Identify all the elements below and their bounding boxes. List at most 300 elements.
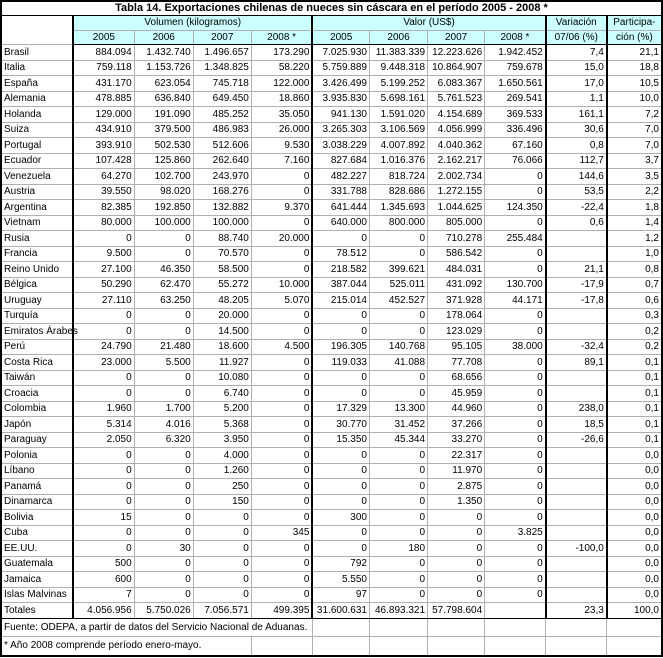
- valor-cell: 941.130: [312, 107, 369, 123]
- volumen-cell: 0: [251, 448, 312, 464]
- participacion-cell: 0,1: [607, 355, 662, 371]
- valor-cell: 196.305: [312, 339, 369, 355]
- valor-cell: 0: [312, 541, 369, 557]
- empty-cell: [428, 618, 485, 637]
- participacion-cell: 0,1: [607, 401, 662, 417]
- volumen-cell: 0: [134, 494, 193, 510]
- country-cell: Vietnam: [1, 215, 73, 231]
- volumen-cell: 1.260: [193, 463, 251, 479]
- volumen-cell: 122.000: [251, 76, 312, 92]
- volumen-cell: 102.700: [134, 169, 193, 185]
- valor-cell: 11.383.339: [369, 45, 427, 61]
- variacion-cell: [546, 587, 607, 603]
- volumen-cell: 20.000: [193, 308, 251, 324]
- volumen-cell: 5.314: [73, 417, 134, 433]
- valor-cell: 9.448.318: [369, 60, 427, 76]
- volumen-cell: 649.450: [193, 91, 251, 107]
- country-cell: Alemania: [1, 91, 73, 107]
- table-row: [1, 494, 662, 510]
- volumen-cell: 512.606: [193, 138, 251, 154]
- valor-cell: 215.014: [312, 293, 369, 309]
- valor-cell: 710.278: [428, 231, 485, 247]
- volumen-cell: 485.252: [193, 107, 251, 123]
- valor-cell: 31.600.631: [312, 603, 369, 619]
- volumen-cell: 0: [73, 308, 134, 324]
- participacion-cell: 18,8: [607, 60, 662, 76]
- table-row: [1, 91, 662, 107]
- valor-cell: 1.016.376: [369, 153, 427, 169]
- volumen-cell: 0: [134, 510, 193, 526]
- variacion-cell: -32,4: [546, 339, 607, 355]
- valor-cell: 0: [485, 541, 546, 557]
- volumen-cell: 107.428: [73, 153, 134, 169]
- volumen-cell: 88.740: [193, 231, 251, 247]
- valor-cell: 0: [485, 587, 546, 603]
- valor-cell: 641.444: [312, 200, 369, 216]
- corner-cell: [1, 16, 73, 45]
- variacion-cell: 89,1: [546, 355, 607, 371]
- volumen-cell: 0: [251, 246, 312, 262]
- volumen-cell: 9.500: [73, 246, 134, 262]
- empty-cell: [485, 618, 546, 637]
- country-cell: Cuba: [1, 525, 73, 541]
- volumen-cell: 58.500: [193, 262, 251, 278]
- valor-cell: 123.029: [428, 324, 485, 340]
- totals-row: [1, 603, 662, 619]
- table-row: [1, 138, 662, 154]
- participacion-cell: 1,4: [607, 215, 662, 231]
- country-cell: Italia: [1, 60, 73, 76]
- volumen-cell: 434.910: [73, 122, 134, 138]
- volumen-cell: 23.000: [73, 355, 134, 371]
- valor-cell: 2.162.217: [428, 153, 485, 169]
- valor-cell: 0: [485, 169, 546, 185]
- valor-cell: 45.959: [428, 386, 485, 402]
- table-row: [1, 60, 662, 76]
- empty-cell: [485, 637, 546, 656]
- participacion-cell: 0,6: [607, 293, 662, 309]
- country-cell: Líbano: [1, 463, 73, 479]
- participacion-cell: 0,0: [607, 463, 662, 479]
- valor-cell: 586.542: [428, 246, 485, 262]
- valor-cell: 15.350: [312, 432, 369, 448]
- country-cell: España: [1, 76, 73, 92]
- participacion-header-top: Participa-: [607, 16, 662, 31]
- valor-cell: 10.864.907: [428, 60, 485, 76]
- table-row: [1, 324, 662, 340]
- vol-year-2008: 2008 *: [251, 30, 312, 45]
- variacion-header-top: Variación: [546, 16, 607, 31]
- year-header-row: [1, 30, 662, 45]
- valor-cell: 0: [369, 572, 427, 588]
- country-cell: EE.UU.: [1, 541, 73, 557]
- valor-cell: 0: [485, 184, 546, 200]
- valor-cell: 0: [485, 417, 546, 433]
- variacion-cell: [546, 448, 607, 464]
- valor-cell: 0: [312, 308, 369, 324]
- valor-cell: 331.788: [312, 184, 369, 200]
- valor-cell: 4.040.362: [428, 138, 485, 154]
- volumen-cell: 0: [134, 324, 193, 340]
- valor-cell: 3.935.830: [312, 91, 369, 107]
- volumen-cell: 27.110: [73, 293, 134, 309]
- participacion-cell: 0,1: [607, 370, 662, 386]
- volumen-cell: 759.118: [73, 60, 134, 76]
- valor-cell: 1.591.020: [369, 107, 427, 123]
- footnote-source: Fuente: ODEPA, a partir de datos del Servicio Nacional de Aduanas.: [1, 618, 312, 637]
- volumen-cell: 26.000: [251, 122, 312, 138]
- country-cell: Costa Rica: [1, 355, 73, 371]
- valor-cell: 13.300: [369, 401, 427, 417]
- valor-cell: 78.512: [312, 246, 369, 262]
- group-header-row: [1, 16, 662, 31]
- valor-cell: 12.223.626: [428, 45, 485, 61]
- valor-cell: 0: [485, 386, 546, 402]
- valor-cell: 0: [369, 308, 427, 324]
- volumen-cell: 0: [134, 556, 193, 572]
- valor-cell: 369.533: [485, 107, 546, 123]
- volumen-cell: 0: [251, 417, 312, 433]
- title-row: [1, 1, 662, 16]
- country-cell: Jamaica: [1, 572, 73, 588]
- variacion-cell: -26,6: [546, 432, 607, 448]
- volumen-cell: 100.000: [134, 215, 193, 231]
- valor-cell: 336.496: [485, 122, 546, 138]
- country-cell: Turquía: [1, 308, 73, 324]
- country-cell: Reino Unido: [1, 262, 73, 278]
- country-cell: Bolivia: [1, 510, 73, 526]
- table-row: [1, 386, 662, 402]
- volumen-cell: 70.570: [193, 246, 251, 262]
- volumen-cell: 82.385: [73, 200, 134, 216]
- volumen-cell: 0: [251, 215, 312, 231]
- valor-cell: 0: [312, 525, 369, 541]
- volumen-cell: 55.272: [193, 277, 251, 293]
- vol-year-2005: 2005: [73, 30, 134, 45]
- valor-cell: 387.044: [312, 277, 369, 293]
- volumen-cell: 35.050: [251, 107, 312, 123]
- valor-cell: 0: [485, 355, 546, 371]
- valor-cell: 5.759.889: [312, 60, 369, 76]
- valor-cell: 0: [485, 432, 546, 448]
- valor-cell: 68.656: [428, 370, 485, 386]
- participacion-cell: 1,0: [607, 246, 662, 262]
- volumen-cell: 7.160: [251, 153, 312, 169]
- volumen-cell: 0: [73, 370, 134, 386]
- valor-cell: 178.064: [428, 308, 485, 324]
- valor-cell: 0: [312, 494, 369, 510]
- valor-cell: 0: [369, 525, 427, 541]
- valor-cell: 525.011: [369, 277, 427, 293]
- valor-cell: 255.484: [485, 231, 546, 247]
- table-row: [1, 184, 662, 200]
- volumen-cell: 243.970: [193, 169, 251, 185]
- valor-cell: 5.550: [312, 572, 369, 588]
- country-cell: Dinamarca: [1, 494, 73, 510]
- empty-cell: [369, 618, 427, 637]
- variacion-cell: 161,1: [546, 107, 607, 123]
- valor-cell: 77.708: [428, 355, 485, 371]
- table-row: [1, 293, 662, 309]
- country-cell: Ecuador: [1, 153, 73, 169]
- volumen-cell: 0: [251, 556, 312, 572]
- volumen-cell: 500: [73, 556, 134, 572]
- volumen-cell: 0: [73, 448, 134, 464]
- volumen-cell: 0: [251, 432, 312, 448]
- variacion-cell: 144,6: [546, 169, 607, 185]
- valor-cell: 0: [369, 556, 427, 572]
- volumen-cell: 0: [251, 463, 312, 479]
- volumen-cell: 150: [193, 494, 251, 510]
- participacion-cell: 7,0: [607, 122, 662, 138]
- table-row: [1, 401, 662, 417]
- valor-cell: 6.083.367: [428, 76, 485, 92]
- valor-cell: 0: [369, 231, 427, 247]
- volumen-cell: 39.550: [73, 184, 134, 200]
- participacion-cell: 0,2: [607, 324, 662, 340]
- volumen-cell: 63.250: [134, 293, 193, 309]
- valor-cell: 0: [485, 463, 546, 479]
- volumen-cell: 0: [251, 262, 312, 278]
- volumen-cell: 0: [134, 587, 193, 603]
- valor-cell: 269.541: [485, 91, 546, 107]
- country-cell: Perú: [1, 339, 73, 355]
- vol-year-2007: 2007: [193, 30, 251, 45]
- participacion-cell: 0,7: [607, 277, 662, 293]
- volumen-cell: 262.640: [193, 153, 251, 169]
- valor-cell: 57.798.604: [428, 603, 485, 619]
- volumen-cell: 1.496.657: [193, 45, 251, 61]
- valor-cell: 0: [428, 541, 485, 557]
- volumen-cell: 0: [251, 401, 312, 417]
- variacion-cell: -22,4: [546, 200, 607, 216]
- volumen-cell: 7.056.571: [193, 603, 251, 619]
- table-title: Tabla 14. Exportaciones chilenas de nueces sin cáscara en el período 2005 - 2008 *: [1, 1, 662, 16]
- volumen-cell: 250: [193, 479, 251, 495]
- valor-cell: 1.942.452: [485, 45, 546, 61]
- table-footer: [1, 618, 662, 656]
- volumen-cell: 48.205: [193, 293, 251, 309]
- valor-cell: 30.770: [312, 417, 369, 433]
- volumen-cell: 0: [251, 324, 312, 340]
- country-cell: Bélgica: [1, 277, 73, 293]
- variacion-cell: 1,1: [546, 91, 607, 107]
- volumen-cell: 0: [251, 308, 312, 324]
- variacion-cell: [546, 510, 607, 526]
- country-cell: Austria: [1, 184, 73, 200]
- variacion-cell: [546, 494, 607, 510]
- valor-cell: 0: [485, 370, 546, 386]
- participacion-cell: 2,2: [607, 184, 662, 200]
- volumen-cell: 0: [251, 572, 312, 588]
- valor-cell: 0: [485, 479, 546, 495]
- volumen-cell: 27.100: [73, 262, 134, 278]
- variacion-cell: [546, 463, 607, 479]
- volumen-cell: 499.395: [251, 603, 312, 619]
- valor-cell: 140.768: [369, 339, 427, 355]
- participacion-cell: 0,0: [607, 479, 662, 495]
- table-row: [1, 463, 662, 479]
- volumen-cell: 5.500: [134, 355, 193, 371]
- country-cell: Guatemala: [1, 556, 73, 572]
- volumen-cell: 129.000: [73, 107, 134, 123]
- valor-cell: 0: [312, 231, 369, 247]
- table-row: [1, 556, 662, 572]
- valor-cell: 0: [312, 448, 369, 464]
- valor-cell: 1.272.155: [428, 184, 485, 200]
- variacion-cell: [546, 370, 607, 386]
- valor-cell: 0: [485, 246, 546, 262]
- participacion-cell: 0,1: [607, 386, 662, 402]
- table-row: [1, 417, 662, 433]
- empty-cell: [369, 637, 427, 656]
- participacion-cell: 0,0: [607, 494, 662, 510]
- country-cell: Emiratos Árabes: [1, 324, 73, 340]
- country-cell: Croacia: [1, 386, 73, 402]
- volumen-cell: 5.200: [193, 401, 251, 417]
- volumen-cell: 4.500: [251, 339, 312, 355]
- valor-cell: 640.000: [312, 215, 369, 231]
- valor-cell: 452.527: [369, 293, 427, 309]
- volumen-cell: 0: [251, 355, 312, 371]
- volumen-cell: 15: [73, 510, 134, 526]
- table-row: [1, 246, 662, 262]
- volumen-cell: 1.153.726: [134, 60, 193, 76]
- volumen-cell: 0: [251, 169, 312, 185]
- volumen-cell: 50.290: [73, 277, 134, 293]
- volumen-cell: 11.927: [193, 355, 251, 371]
- volumen-cell: 58.220: [251, 60, 312, 76]
- valor-cell: 0: [485, 324, 546, 340]
- volumen-cell: 379.500: [134, 122, 193, 138]
- volumen-cell: 46.350: [134, 262, 193, 278]
- volumen-cell: 0: [134, 572, 193, 588]
- valor-cell: 0: [428, 572, 485, 588]
- country-cell: Suiza: [1, 122, 73, 138]
- volumen-cell: 0: [73, 463, 134, 479]
- valor-cell: 0: [369, 448, 427, 464]
- valor-cell: 46.893.321: [369, 603, 427, 619]
- table-row: [1, 231, 662, 247]
- footnote-row-note: [1, 637, 662, 656]
- valor-cell: 0: [485, 494, 546, 510]
- valor-cell: 0: [312, 370, 369, 386]
- valor-cell: 95.105: [428, 339, 485, 355]
- volumen-cell: 0: [193, 587, 251, 603]
- participacion-cell: 100,0: [607, 603, 662, 619]
- volumen-cell: 168.276: [193, 184, 251, 200]
- valor-cell: 1.650.561: [485, 76, 546, 92]
- volumen-cell: 4.056.956: [73, 603, 134, 619]
- valor-cell: 1.044.625: [428, 200, 485, 216]
- table-row: [1, 479, 662, 495]
- variacion-header-bottom: 07/06 (%): [546, 30, 607, 45]
- table-row: [1, 572, 662, 588]
- variacion-cell: [546, 479, 607, 495]
- volumen-cell: 192.850: [134, 200, 193, 216]
- volumen-cell: 0: [193, 556, 251, 572]
- participacion-cell: 0,0: [607, 541, 662, 557]
- volumen-cell: 1.960: [73, 401, 134, 417]
- volumen-cell: 1.700: [134, 401, 193, 417]
- volumen-cell: 5.070: [251, 293, 312, 309]
- valor-cell: 3.426.499: [312, 76, 369, 92]
- valor-cell: 119.033: [312, 355, 369, 371]
- table-row: [1, 262, 662, 278]
- valor-cell: 218.582: [312, 262, 369, 278]
- volumen-cell: 0: [73, 479, 134, 495]
- participacion-cell: 0,2: [607, 339, 662, 355]
- participacion-cell: 0,1: [607, 432, 662, 448]
- volumen-cell: 0: [134, 231, 193, 247]
- variacion-cell: [546, 525, 607, 541]
- participacion-cell: 0,0: [607, 587, 662, 603]
- valor-cell: 3.265.303: [312, 122, 369, 138]
- variacion-cell: 53,5: [546, 184, 607, 200]
- volumen-cell: 0: [134, 448, 193, 464]
- valor-cell: 805.000: [428, 215, 485, 231]
- participacion-cell: 0,0: [607, 525, 662, 541]
- val-year-2005: 2005: [312, 30, 369, 45]
- country-cell: Francia: [1, 246, 73, 262]
- val-year-2007: 2007: [428, 30, 485, 45]
- volumen-cell: 0: [134, 308, 193, 324]
- volumen-cell: 0: [134, 479, 193, 495]
- table-row: [1, 510, 662, 526]
- valor-cell: 0: [428, 556, 485, 572]
- volumen-cell: 0: [193, 572, 251, 588]
- volumen-cell: 0: [134, 463, 193, 479]
- variacion-cell: [546, 231, 607, 247]
- variacion-cell: -17,9: [546, 277, 607, 293]
- table-row: [1, 587, 662, 603]
- valor-group-header: Valor (US$): [312, 16, 545, 31]
- country-cell: Polonia: [1, 448, 73, 464]
- valor-cell: 7.025.930: [312, 45, 369, 61]
- valor-cell: 4.007.892: [369, 138, 427, 154]
- valor-cell: 300: [312, 510, 369, 526]
- volumen-cell: 345: [251, 525, 312, 541]
- volumen-cell: 393.910: [73, 138, 134, 154]
- empty-cell: [546, 618, 607, 637]
- variacion-cell: 0,6: [546, 215, 607, 231]
- volumen-cell: 0: [251, 370, 312, 386]
- valor-cell: 0: [312, 479, 369, 495]
- variacion-cell: 21,1: [546, 262, 607, 278]
- volumen-cell: 2.050: [73, 432, 134, 448]
- volumen-cell: 80.000: [73, 215, 134, 231]
- table-row: [1, 370, 662, 386]
- volumen-cell: 431.170: [73, 76, 134, 92]
- valor-cell: 180: [369, 541, 427, 557]
- val-year-2006: 2006: [369, 30, 427, 45]
- valor-cell: 37.266: [428, 417, 485, 433]
- valor-cell: 38.000: [485, 339, 546, 355]
- table-row: [1, 76, 662, 92]
- volumen-cell: 9.530: [251, 138, 312, 154]
- volumen-cell: 5.368: [193, 417, 251, 433]
- valor-cell: 11.970: [428, 463, 485, 479]
- table-row: [1, 277, 662, 293]
- table-row: [1, 169, 662, 185]
- valor-cell: 97: [312, 587, 369, 603]
- variacion-cell: [546, 386, 607, 402]
- volumen-cell: 478.885: [73, 91, 134, 107]
- table-row: [1, 45, 662, 61]
- volumen-cell: 10.000: [251, 277, 312, 293]
- volumen-cell: 600: [73, 572, 134, 588]
- volumen-cell: 0: [251, 587, 312, 603]
